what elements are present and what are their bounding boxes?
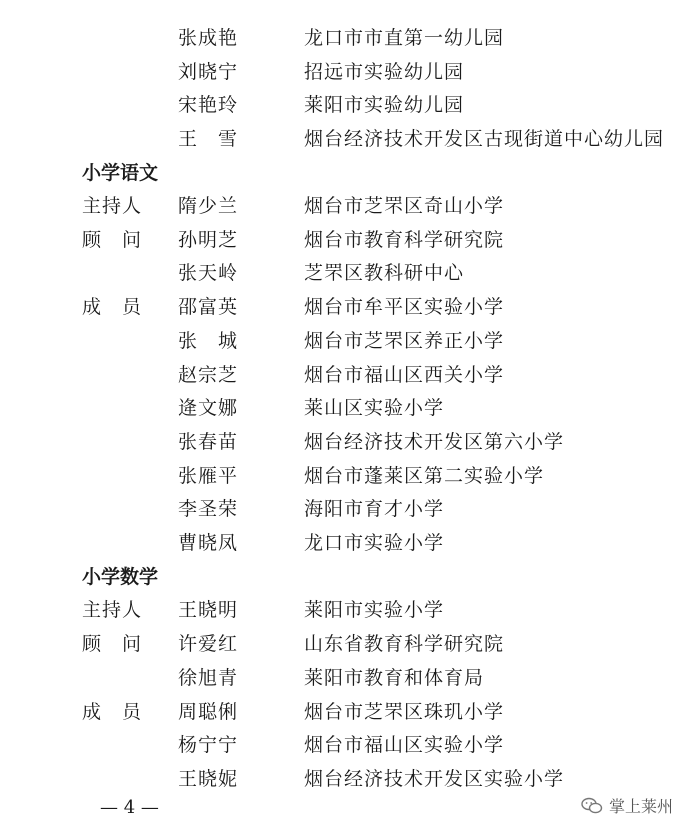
member-name: 张雁平 xyxy=(178,465,239,487)
member-role: 成 员 xyxy=(82,296,143,318)
list-item xyxy=(0,531,685,565)
member-unit: 烟台市芝罘区珠玑小学 xyxy=(304,701,505,723)
member-unit: 烟台市蓬莱区第二实验小学 xyxy=(304,465,545,487)
member-name: 隋少兰 xyxy=(178,195,239,217)
member-unit: 烟台市福山区西关小学 xyxy=(304,364,505,386)
list-item xyxy=(0,228,685,262)
list-item xyxy=(0,363,685,397)
member-name: 孙明芝 xyxy=(178,229,239,251)
member-name: 李圣荣 xyxy=(178,498,239,520)
member-unit: 莱阳市实验小学 xyxy=(304,599,445,621)
member-unit: 烟台经济技术开发区古现街道中心幼儿园 xyxy=(304,128,665,150)
member-name: 张成艳 xyxy=(178,27,239,49)
member-role: 成 员 xyxy=(82,701,143,723)
list-item xyxy=(0,295,685,329)
list-item xyxy=(0,26,685,60)
member-unit: 龙口市实验小学 xyxy=(304,532,445,554)
section-title: 小学数学 xyxy=(82,566,159,588)
member-unit: 山东省教育科学研究院 xyxy=(304,633,505,655)
page-number: — 4 — xyxy=(100,797,159,818)
member-unit: 烟台市芝罘区养正小学 xyxy=(304,330,505,352)
list-item xyxy=(0,194,685,228)
list-item xyxy=(0,396,685,430)
member-unit: 烟台经济技术开发区实验小学 xyxy=(304,768,565,790)
list-item xyxy=(0,700,685,734)
member-unit: 招远市实验幼儿园 xyxy=(304,61,465,83)
member-role: 顾 问 xyxy=(82,229,143,251)
list-item xyxy=(0,464,685,498)
list-item xyxy=(0,497,685,531)
list-item xyxy=(0,598,685,632)
member-name: 许爱红 xyxy=(178,633,239,655)
list-item xyxy=(0,430,685,464)
member-unit: 烟台市芝罘区奇山小学 xyxy=(304,195,505,217)
list-item xyxy=(0,60,685,94)
member-role: 顾 问 xyxy=(82,633,143,655)
member-unit: 烟台经济技术开发区第六小学 xyxy=(304,431,565,453)
watermark-text: 掌上莱州 xyxy=(608,797,673,816)
member-name: 徐旭青 xyxy=(178,667,239,689)
list-item xyxy=(0,733,685,767)
member-name: 杨宁宁 xyxy=(178,734,239,756)
list-item xyxy=(0,632,685,666)
member-role: 主持人 xyxy=(82,195,143,217)
member-name: 宋艳玲 xyxy=(178,94,239,116)
member-unit: 莱山区实验小学 xyxy=(304,397,445,419)
list-item xyxy=(0,93,685,127)
member-name: 赵宗芝 xyxy=(178,364,239,386)
member-name: 张天岭 xyxy=(178,262,239,284)
member-unit: 芝罘区教科研中心 xyxy=(304,262,465,284)
section-title: 小学语文 xyxy=(82,162,159,184)
member-name: 邵富英 xyxy=(178,296,239,318)
member-name: 王晓明 xyxy=(178,599,239,621)
list-item xyxy=(0,329,685,363)
list-item xyxy=(0,666,685,700)
member-name: 王晓妮 xyxy=(178,768,239,790)
member-name: 曹晓凤 xyxy=(178,532,239,554)
member-name: 张 城 xyxy=(178,330,239,352)
member-unit: 烟台市教育科学研究院 xyxy=(304,229,505,251)
member-unit: 烟台市福山区实验小学 xyxy=(304,734,505,756)
member-unit: 莱阳市教育和体育局 xyxy=(304,667,485,689)
wechat-icon xyxy=(581,797,603,815)
member-unit: 烟台市牟平区实验小学 xyxy=(304,296,505,318)
member-unit: 莱阳市实验幼儿园 xyxy=(304,94,465,116)
member-name: 刘晓宁 xyxy=(178,61,239,83)
member-name: 逄文娜 xyxy=(178,397,239,419)
member-name: 周聪俐 xyxy=(178,701,239,723)
list-item xyxy=(0,261,685,295)
list-item xyxy=(0,127,685,161)
member-role: 主持人 xyxy=(82,599,143,621)
member-name: 张春苗 xyxy=(178,431,239,453)
member-unit: 海阳市育才小学 xyxy=(304,498,445,520)
member-unit: 龙口市市直第一幼儿园 xyxy=(304,27,505,49)
watermark xyxy=(581,794,673,817)
member-name: 王 雪 xyxy=(178,128,239,150)
